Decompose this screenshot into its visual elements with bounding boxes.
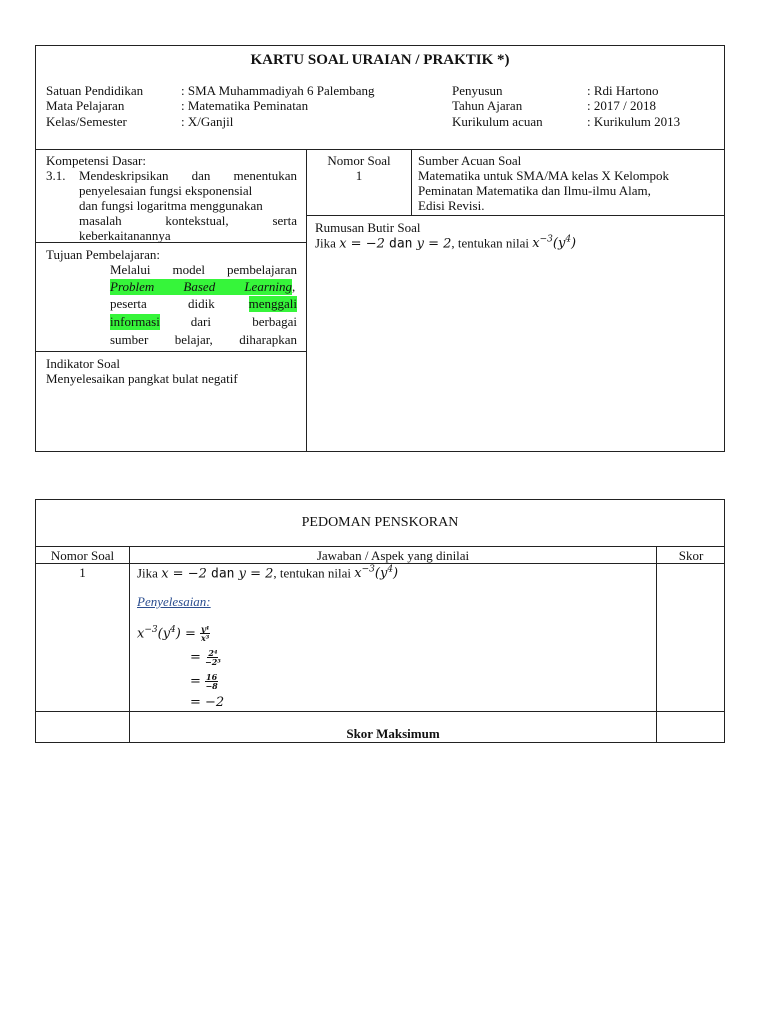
pbl-highlight: Problem Based Learning [110, 279, 292, 294]
tujuan-line-3 [110, 296, 297, 312]
col-header-nomor: Nomor Soal [50, 548, 115, 563]
indikator-label: Indikator Soal [46, 356, 121, 371]
penyelesaian-label: Penyelesaian: [137, 594, 211, 609]
sumber-line-3: Edisi Revisi. [418, 198, 485, 213]
divider-vertical-mid [411, 149, 412, 215]
divider-right-row [306, 215, 725, 216]
info-value-tahun: : 2017 / 2018 [587, 98, 656, 113]
nomor-soal-value: 1 [355, 168, 363, 183]
info-label-penyusun: Penyusun [452, 83, 503, 98]
kd-line-3: dan fungsi logaritma menggunakan [79, 198, 263, 213]
info-label-satuan: Satuan Pendidikan [46, 83, 144, 98]
info-label-tahun: Tahun Ajaran [452, 98, 523, 113]
card-title: KARTU SOAL URAIAN / PRAKTIK *) [250, 52, 510, 68]
info-label-kelas: Kelas/Semester [46, 114, 127, 129]
tujuan-line-2 [110, 279, 297, 295]
scoring-question-mid: , tentukan nilai [273, 565, 352, 581]
divider-vertical-left [306, 149, 307, 452]
tujuan-peserta: peserta didik [110, 296, 215, 311]
indikator-value: Menyelesaikan pangkat bulat negatif [46, 371, 238, 386]
info-label-mapel: Mata Pelajaran [46, 98, 125, 113]
rumusan-label: Rumusan Butir Soal [315, 220, 421, 235]
col-header-jawaban: Jawaban / Aspek yang dinilai [316, 548, 470, 563]
kd-line-5: keberkaitanannya [79, 228, 171, 242]
kd-line-1: Mendeskripsikan dan menentukan [79, 168, 297, 183]
kd-line-4: masalah kontekstual, serta [79, 213, 297, 228]
informasi-highlight: informasi [110, 314, 160, 329]
tujuan-dari: dari berbagai [190, 314, 297, 329]
info-value-kelas: : X/Ganjil [181, 114, 234, 129]
tujuan-heading: Tujuan Pembelajaran: [46, 247, 160, 262]
fraction-16-over-neg8: $\frac{16}{-8}$ [205, 672, 218, 691]
skor-maksimum-label: Skor Maksimum [346, 726, 440, 741]
scoring-divider-title [35, 546, 725, 547]
info-value-kurikulum: : Kurikulum 2013 [587, 114, 681, 129]
tujuan-line-5: sumber belajar, diharapkan [110, 332, 297, 347]
sumber-label: Sumber Acuan Soal [418, 153, 522, 168]
rumusan-condition: x = −2 dan y = 2 [339, 236, 452, 252]
sumber-line-2: Peminatan Matematika dan Ilmu-ilmu Alam, [418, 183, 651, 198]
scoring-title: PEDOMAN PENSKORAN [301, 515, 459, 530]
solution-result: = −2 [190, 695, 225, 710]
menggali-highlight: menggali [248, 296, 297, 311]
row-nomor: 1 [79, 565, 86, 580]
rumusan-question [315, 235, 576, 251]
fraction-2pow4-over-neg2pow3: $\frac{\text{2⁴}}{\text{−2³}}$ [205, 648, 221, 667]
col-header-skor: Skor [678, 548, 704, 563]
tujuan-line-1: Melalui model pembelajaran [110, 262, 297, 277]
tujuan-cell [36, 243, 306, 351]
kd-line-2: penyelesaian fungsi eksponensial [79, 183, 253, 198]
pbl-comma: , [292, 279, 296, 294]
rumusan-prefix: Jika [315, 235, 336, 251]
kd-cell [36, 150, 306, 242]
scoring-col-divider-1 [129, 546, 130, 743]
scoring-col-divider-2 [656, 546, 657, 743]
solution-step-1: $x^{-3}(y^4)$ = $\frac{\text{y⁴}}{\text{x³}}$ [137, 624, 210, 644]
scoring-question-prefix: Jika [137, 565, 158, 581]
rumusan-mid: , tentukan nilai [451, 235, 530, 251]
scoring-question [137, 565, 398, 581]
nomor-soal-label: Nomor Soal [327, 153, 391, 168]
kd-number: 3.1. [46, 168, 66, 183]
info-value-mapel: : Matematika Peminatan [181, 98, 309, 113]
info-label-kurikulum: Kurikulum acuan [452, 114, 543, 129]
fraction-y4-over-x3: $\frac{\text{y⁴}}{\text{x³}}$ [200, 624, 210, 644]
solution-step-2: = $\frac{\text{2⁴}}{\text{−2³}}$ [190, 648, 221, 667]
divider-left-row2 [35, 351, 307, 352]
info-value-penyusun: : Rdi Hartono [587, 83, 659, 98]
scoring-question-expression: $x^{-3}(y^4)$ [354, 565, 399, 582]
scoring-table [35, 499, 725, 743]
kd-heading: Kompetensi Dasar: [46, 153, 147, 168]
scoring-divider-body [35, 711, 725, 712]
scoring-question-condition: x = −2 dan y = 2 [161, 566, 274, 582]
solution-step-3: = $\frac{16}{-8}$ [190, 672, 218, 691]
rumusan-expression: $x^{-3}(y^4)$ [532, 235, 577, 252]
tujuan-line-4 [110, 314, 297, 330]
info-value-satuan: : SMA Muhammadiyah 6 Palembang [181, 83, 375, 98]
sumber-line-1: Matematika untuk SMA/MA kelas X Kelompok [418, 168, 669, 183]
